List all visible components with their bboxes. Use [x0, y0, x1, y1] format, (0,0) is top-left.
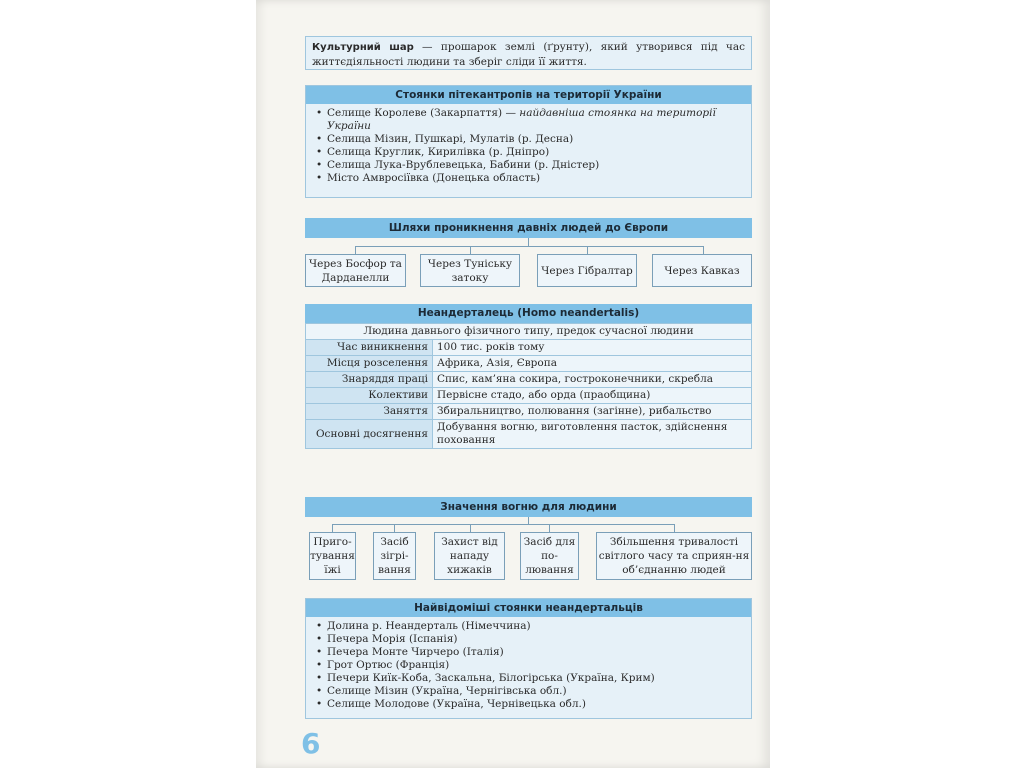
fire-title: Значення вогню для людини [305, 497, 752, 517]
list-item: • Печера Монте Чирчеро (Італія) [316, 646, 743, 659]
table-row [306, 324, 752, 340]
fire-box: Засіб для по-лювання [520, 532, 579, 580]
routes-connector [703, 246, 704, 254]
fire-connector [332, 524, 674, 525]
sites-block [305, 598, 752, 719]
fire-connector [528, 517, 529, 524]
routes-title: Шляхи проникнення давніх людей до Європи [305, 218, 752, 238]
neanderthal-subtitle: Людина давнього фізичного типу, предок сучасної людини [306, 324, 752, 340]
pithecanthropus-block [305, 85, 752, 198]
list-item: • Печера Морія (Іспанія) [316, 633, 743, 646]
page-number: 6 [301, 727, 321, 760]
list-item: • Селище Молодове (Україна, Чернівецька обл.) [316, 698, 743, 711]
neanderthal-table [305, 323, 752, 449]
list-item: • Селище Мізин (Україна, Чернігівська обл.) [316, 685, 743, 698]
definition-term: Культурний шар [312, 42, 414, 53]
fire-box: Приго-тування їжі [309, 532, 356, 580]
neanderthal-title: Неандерталець (Homo neandertalis) [305, 304, 752, 323]
table-row: Основні досягнення Добування вогню, виготовлення пасток, здійснення поховання [306, 420, 752, 449]
list-item: • Селище Королеве (Закарпаття) — найдавніша стоянка на території України [316, 107, 743, 133]
routes-connector [470, 246, 471, 254]
routes-connector [528, 238, 529, 246]
route-box: Через Кавказ [652, 254, 752, 287]
fire-connector [549, 524, 550, 532]
list-item: • Селища Круглик, Кирилівка (р. Дніпро) [316, 146, 743, 159]
list-item: • Долина р. Неандерталь (Німеччина) [316, 620, 743, 633]
fire-box: Збільшення тривалості світлого часу та сприян-ня об’єднанню людей [596, 532, 752, 580]
fire-box: Захист від нападу хижаків [434, 532, 505, 580]
definition-box [305, 36, 752, 70]
routes-connector [355, 246, 703, 247]
routes-connector [355, 246, 356, 254]
list-item: • Печери Киїк-Коба, Заскальна, Білогірська (Україна, Крим) [316, 672, 743, 685]
list-item: • Грот Ортюс (Франція) [316, 659, 743, 672]
table-row: Знаряддя праці Спис, кам’яна сокира, гостроконечники, скребла [306, 372, 752, 388]
table-row: Час виникнення 100 тис. років тому [306, 340, 752, 356]
routes-connector [587, 246, 588, 254]
list-item: • Селища Лука-Врублевецька, Бабини (р. Дністер) [316, 159, 743, 172]
definition-text: — прошарок землі (ґрунту), який утворився під час життєдіяльності людини та зберіг сліди її життя. [312, 41, 745, 68]
list-item: • Селища Мізин, Пушкарі, Мулатів (р. Десна) [316, 133, 743, 146]
sites-list [306, 617, 751, 715]
table-row: Місця розселення Африка, Азія, Європа [306, 356, 752, 372]
route-box: Через Босфор та Дарданелли [305, 254, 406, 287]
route-box: Через Туніську затоку [420, 254, 520, 287]
table-row: Колективи Первісне стадо, або орда (праобщина) [306, 388, 752, 404]
fire-connector [394, 524, 395, 532]
route-box: Через Гібралтар [537, 254, 637, 287]
fire-connector [332, 524, 333, 532]
sites-title: Найвідоміші стоянки неандертальців [306, 599, 751, 617]
pithecanthropus-list [306, 104, 751, 189]
list-item: • Місто Амвросіївка (Донецька область) [316, 172, 743, 185]
fire-connector [674, 524, 675, 532]
fire-connector [470, 524, 471, 532]
fire-box: Засіб зігрі-вання [373, 532, 416, 580]
table-row: Заняття Збиральництво, полювання (загінне), рибальство [306, 404, 752, 420]
pithecanthropus-title: Стоянки пітекантропів на території України [306, 86, 751, 104]
